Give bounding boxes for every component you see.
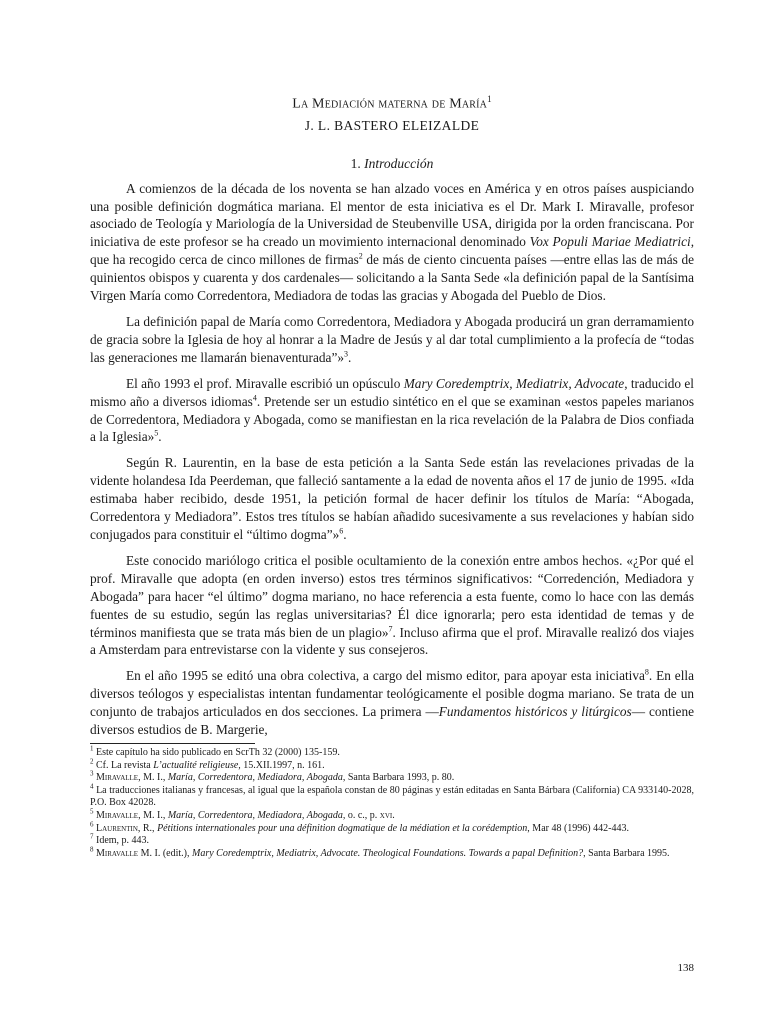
chapter-author: J. L. BASTERO ELEIZALDE (304, 117, 480, 133)
paragraph: El año 1993 el prof. Miravalle escribió un opúsculo Mary Coredemptrix, Mediatrix, Advocate, traducido el mismo año a diversos idiomas$^4$. Pretende ser un estudio sintético en el que se examinan «estos papeles marianos de Corredentora, Mediadora y Abogada, como se manifiestan en la rica revelación de la Palabra de Dios confiada a la Iglesia»$^5$. (90, 375, 694, 445)
footnote: $^3$ Miravalle, M. I., María, Corredentora, Mediadora, Abogada, Santa Barbara 1993, p. 80. (90, 769, 455, 784)
footnote-ref: 3 (344, 349, 348, 359)
page-number: 138 (677, 962, 694, 974)
paragraph: Este conocido mariólogo critica el posible ocultamiento de la conexión entre ambos hechos. «¿Por qué el prof. Miravalle que adopta (en orden inverso) estos tres términos significativos: “Corredención, Mediadora y Abogada” para hacer “el último” dogma mariano, no hace referencia a esta fuente, como lo hace con las demás fuentes de su estudio, según las reglas universitarias? Él dice ignorarla; pero esta identidad de temas y de términos manifiesta que se trata más bien de un plagio»$^7$. Incluso afirma que el prof. Miravalle realizó dos viajes a Amsterdam para entrevistarse con la vidente y sus consejeros. (90, 552, 694, 658)
footnote: $^4$ La traducciones italianas y francesas, al igual que la española constan de 80 páginas y están editadas en Santa Bárbara (California) CA 933140-2028, P.O. Box 42028. (90, 782, 695, 809)
paragraph: A comienzos de la década de los noventa se han alzado voces en América y en otros países auspiciando una posible definición dogmática mariana. El mentor de esta iniciativa es el Dr. Mark I. Miravalle, profesor asociado de Teología y Mariología de la Universidad de Steubenville USA, dirigida por la orden franciscana. Por iniciativa de este profesor se ha creado un movimiento internacional denominado Vox Populi Mariae Mediatrici, que ha recogido cerca de cinco millones de firmas$^2$ de más de ciento cincuenta países —entre ellas las de más de quinientos obispos y cuarenta y dos cardenales— solicitando a la Santa Sede «la definición papal de la Santísima Virgen María como Corredentora, Mediadora de todas las gracias y Abogada del Pueblo de Dios. (90, 180, 695, 304)
footnote-ref: 6 (339, 526, 344, 536)
footnote-ref: 7 (388, 624, 393, 634)
footnote: $^2$ Cf. La revista L’actualité religieuse, 15.XII.1997, n. 161. (90, 757, 325, 771)
page-content (90, 90, 694, 860)
footnote: $^1$ Este capítulo ha sido publicado en ScrTh 32 (2000) 135-159. (90, 744, 340, 758)
footnote: $^6$ Laurentin, R., Pétitions internationales pour una définition dogmatique de la médiation et la corédemption, Mar 48 (1996) 442-443. (90, 820, 629, 834)
footnote-ref: 4 (252, 393, 257, 403)
footnote-ref: 1 (487, 94, 492, 104)
paragraph: La definición papal de María como Corredentora, Mediadora y Abogada producirá un gran derramamiento de gracia sobre la Iglesia de hoy al honrar a la Madre de Jesús y al dar total cumplimiento a la profecía de “todas las generaciones me llamarán bienaventurada”»$^3$. (90, 314, 694, 365)
footnote: $^5$ Miravalle, M. I., María, Corredentora, Mediadora, Abogada, o. c., p. xvi. (90, 807, 395, 821)
footnote: $^8$ Miravalle M. I. (edit.), Mary Coredemptrix, Mediatrix, Advocate. Theological Foundations. Towards a papal Definition?, Santa Barbara 1995. (90, 845, 670, 859)
footnote-ref: 8 (644, 667, 649, 677)
paragraph: Según R. Laurentin, en la base de esta petición a la Santa Sede están las revelaciones privadas de la vidente holandesa Ida Peerdeman, que falleció santamente a la edad de noventa años el 17 de junio de 1995. «Ida estimaba haber recibido, desde 1951, la petición formal de hacer definir los títulos de María: “Abogada, Corredentora y Mediadora”. Estos tres títulos se habían añadido sucesivamente a sus revelaciones y habían sido conjugados para constituir el “último dogma”»$^6$. (90, 455, 694, 542)
footnote-ref: 5 (154, 429, 159, 439)
footnote-divider (90, 743, 255, 744)
chapter-title: La Mediación materna de María$^1$ (292, 94, 492, 112)
footnote-ref: 2 (358, 251, 363, 261)
paragraph: En el año 1995 se editó una obra colectiva, a cargo del mismo editor, para apoyar esta iniciativa$^8$. En ella diversos teólogos y especialistas intentan fundamentar teológicamente el posible dogma mariano. Se trata de un conjunto de trabajos articulados en dos secciones. La primera —Fundamentos históricos y litúrgicos— contiene diversos estudios de B. Margerie, (90, 667, 694, 738)
footnote: $^7$ Idem, p. 443. (90, 832, 150, 847)
section-heading: 1. Introducción (350, 155, 434, 171)
